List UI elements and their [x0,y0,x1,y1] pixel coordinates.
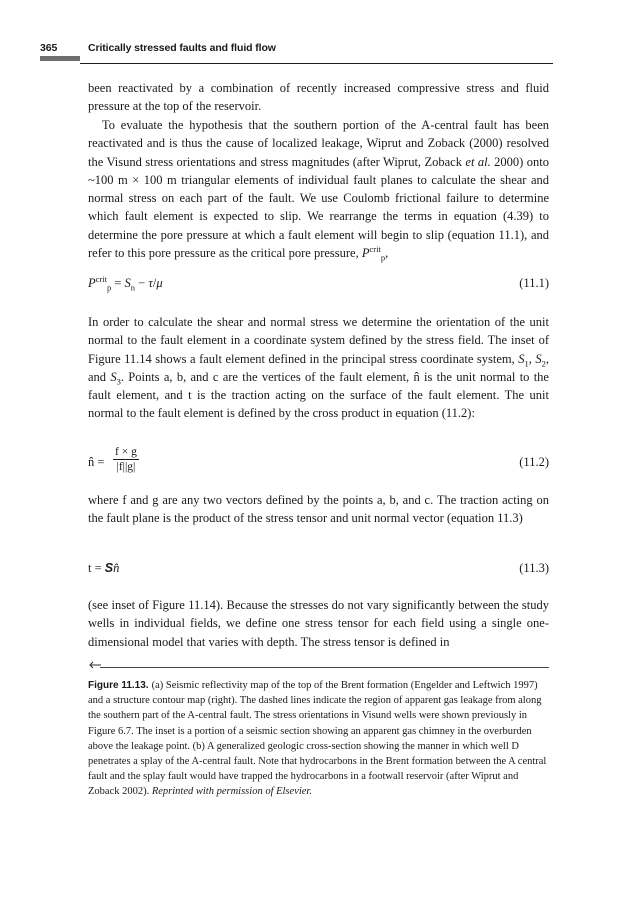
s2-sub: 2 [541,358,546,368]
para3-text-b: . Points a, b, and c are the vertices of the fault element, n̂ is the unit normal to the fault element, and t is the traction acting on the surface of the fault element. The unit normal to the fault element is defined by the cross product in equation (11.2): [88,369,549,421]
equation-11-1 [88,273,549,296]
pcrit-sub: p [380,252,386,263]
eq1-slash: / [152,276,157,290]
running-title: Critically stressed faults and fluid flow [88,42,276,54]
s1-sub: 1 [524,358,529,368]
figure-caption [88,678,549,800]
para3-comma: , [528,351,536,366]
s2-symbol: S [535,351,542,366]
para2-text-a: To evaluate the hypothesis that the southern portion of the A-central fault has been reactivated and is thus the cause of localized leakage, Wiprut and Zoback (2000) resolved the Visund stress orientations and stress magnitudes (after Wiprut, Zoback [88,118,549,169]
page-number: 365 [40,42,58,54]
figure-label: Figure 11.13. [88,680,149,691]
paragraph-4: where f and g are any two vectors defined by the points a, b, and c. The traction acting on the fault plane is the product of the stress tensor and unit normal vector (equation 11.3) [88,493,549,526]
equation-number: (11.1) [519,276,549,290]
paragraph-3 [88,313,549,423]
eq3-lhs: t = [88,561,105,575]
eq1-tau: τ [148,276,153,290]
eq2-lhs: n̂ = [88,455,105,469]
caption-rule [100,667,549,668]
s3-symbol: S [110,369,117,384]
s1-symbol: S [518,351,525,366]
eq1-lhs: P [88,276,96,290]
eq2-denominator: |f||g| [113,459,139,475]
eq1-s: S [124,276,131,290]
s3-sub: 3 [116,376,121,387]
para2-end: , [385,245,389,260]
eq2-numerator: f × g [115,446,137,458]
paragraph-2 [88,116,549,262]
eq1-minus: − [135,276,149,290]
equation-number: (11.3) [519,561,549,575]
equation-11-3-body [88,561,119,576]
eq1-s-sub: n [130,282,136,293]
caption-text: (a) Seismic reflectivity map of the top of the Brent formation (Engelder and Leftwich 1997) and a structure contour map (right). The dashed lines indicate the region of apparent gas leakage from along the southern part of the A-central fault. The stress orientations in Visund wells were shown previously in Figure 6.7. The inset is a portion of a seismic section showing an apparent gas chimney in the overburden above the leakage point. (b) A generalized geologic cross-section showing the manner in which well D penetrates a splay of the A-central fault. Note that hydrocarbons in the Brent formation between the A central fault and the splay fault would have trapped the hydrocarbons in a footwall reservoir (after Wiprut and Zoback 2002). [88,680,547,798]
pcrit-sup: crit [369,243,381,254]
paragraph-5: (see inset of Figure 11.14). Because the stresses do not vary significantly between the study wells in individual fields, we define one stress tensor for each field using a single one-dimensional model that varies with depth. The stress tensor is defined in [88,598,549,649]
paragraph-1: been reactivated by a combination of recently increased compressive stress and fluid pressure at the top of the reservoir. [88,81,549,114]
eq1-mu: μ [156,276,163,290]
eq3-n: n̂ [113,561,120,575]
para3-text-a: In order to calculate the shear and normal stress we determine the orientation of the unit normal to the fault element in a coordinate system defined by the stress field. The inset of Figure 11.14 shows a fault element defined in the principal stress coordinate system, [88,315,549,366]
para2-text-b: 2000) onto ~100 m × 100 m triangular elements of individual fault planes to calculate the shear and normal stress on each part of the fault. We use Coulomb frictional failure to determine which fault element is expected to slip. We rearrange the terms in equation (4.39) to determine the pore pressure at which a fault element will begin to slip (equation 11.1), and refer to this pore pressure as the critical pore pressure, [88,154,550,260]
eq1-equals: = [111,276,125,290]
running-header [40,42,553,58]
equation-number: (11.2) [519,455,549,469]
eq1-lhs-sup: crit [95,273,107,284]
para3-and: , and [88,351,549,384]
equation-11-1-body [88,273,163,293]
equation-11-3 [88,561,549,581]
eq1-lhs-sub: p [106,282,112,293]
pcrit-symbol: P [361,245,370,260]
header-rule [80,63,553,64]
equation-11-2 [88,445,549,481]
header-accent-bar [40,56,80,61]
eq3-stress-tensor: S [104,561,114,575]
eq2-fraction [113,445,139,475]
caption-permission: Reprinted with permission of Elsevier. [151,786,312,798]
para2-etal: et al. [465,154,491,169]
